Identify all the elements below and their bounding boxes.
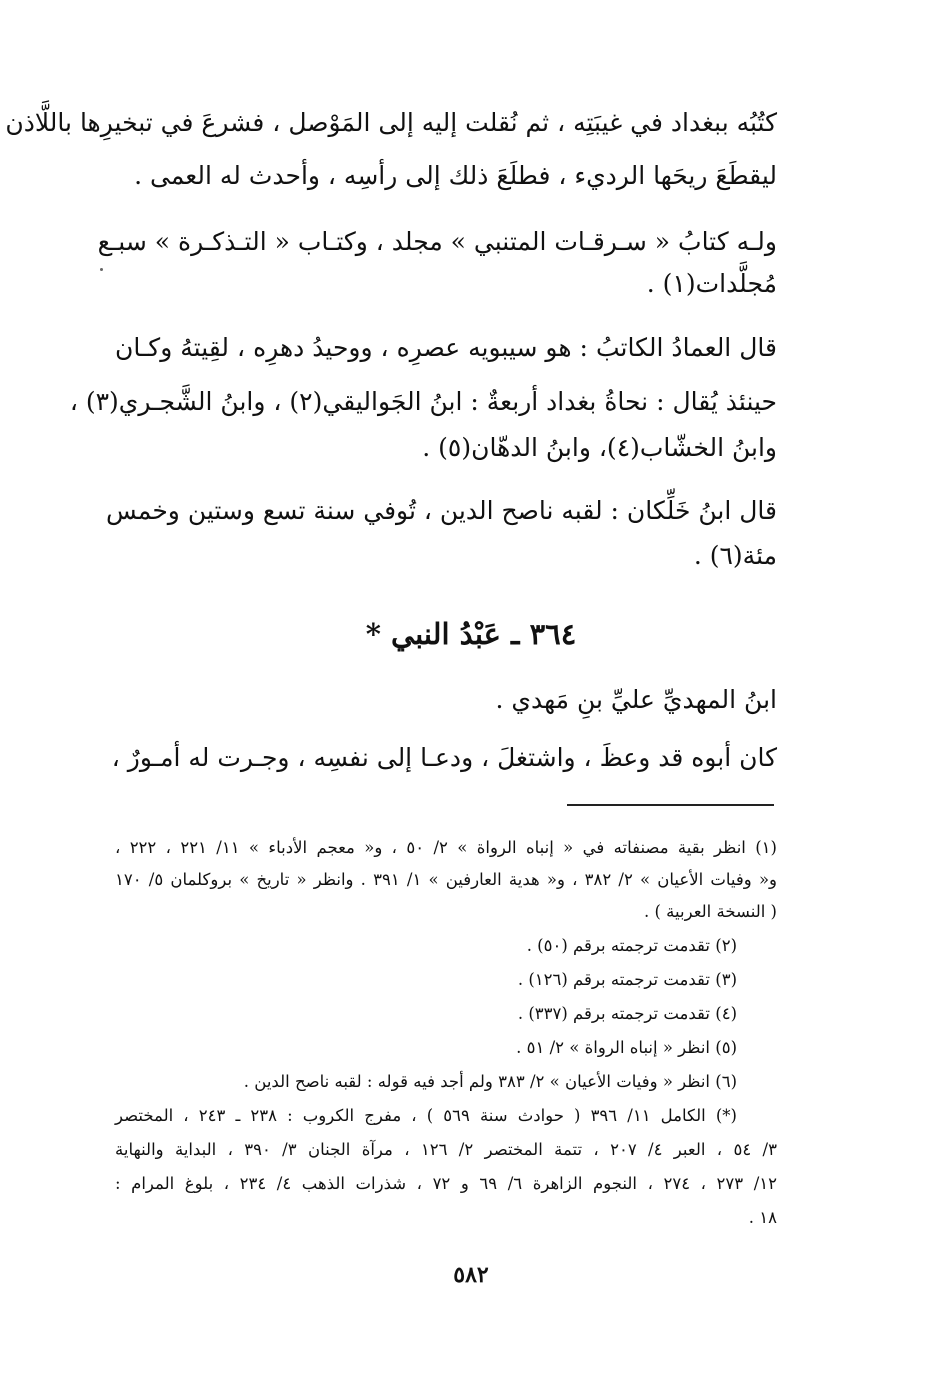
body-line: مئة(٦) . <box>693 541 777 570</box>
footnote-line: (٥) انظر « إنباه الرواة » ٢/ ٥١ . <box>516 1038 737 1057</box>
footnote-line: ١٨ . <box>748 1208 777 1227</box>
footnote-line: (٢) تقدمت ترجمته برقم (٥٠) . <box>526 936 737 955</box>
body-line: حينئذ يُقال : نحاةُ بغداد أربعةٌ : ابنُ الجَواليقي(٢) ، وابنُ الشَّجـري(٣) ، <box>69 387 777 416</box>
footnote-line: ٣/ ٥٤ ، العبر ٤/ ٢٠٧ ، تتمة المختصر ٢/ ١٢٦ ، مرآة الجنان ٣/ ٣٩٠ ، البداية والنهاية <box>115 1140 777 1159</box>
footnote-line: (٣) تقدمت ترجمته برقم (١٢٦) . <box>517 970 737 989</box>
body-line: ليقطَعَ ريحَها الرديء ، فطلَعَ ذلك إلى رأسِه ، وأحدث له العمى . <box>134 161 777 190</box>
page-number: ٥٨٢ <box>453 1262 489 1288</box>
body-line: وابنُ الخشّاب(٤)، وابنُ الدهّان(٥) . <box>422 433 777 462</box>
footnote-line: ( النسخة العربية ) . <box>644 902 777 921</box>
body-line: كتُبُه ببغداد في غيبَتِه ، ثم نُقلت إليه إلى المَوْصل ، فشرعَ في تبخيرِها باللَّاذن <box>5 108 777 137</box>
footnote-line: (٦) انظر « وفيات الأعيان » ٢/ ٣٨٣ ولم أجد فيه قوله : لقبه ناصح الدين . <box>243 1072 737 1091</box>
entry-title: ٣٦٤ ـ عَبْدُ النبي * <box>365 617 577 651</box>
scan-speck <box>100 268 103 271</box>
body-line: مُجلَّدات(١) . <box>646 269 777 298</box>
footnote-line: (١) انظر بقية مصنفاته في « إنباه الرواة » ٢/ ٥٠ ، و« معجم الأدباء » ١١/ ٢٢١ ، ٢٢٢ ، <box>115 838 777 857</box>
footnote-line: و« وفيات الأعيان » ٢/ ٣٨٢ ، و« هدية العارفين » ١/ ٣٩١ . وانظر « تاريخ » بروكلمان ٥/ ١٧٠ <box>115 870 778 889</box>
footnote-line: ١٢/ ٢٧٣ ، ٢٧٤ ، النجوم الزاهرة ٦/ ٦٩ و ٧٢ ، شذرات الذهب ٤/ ٢٣٤ ، بلوغ المرام : <box>115 1174 777 1193</box>
entry-line: ابنُ المهديِّ عليِّ بنِ مَهدي . <box>495 685 777 714</box>
entry-line: كان أبوه قد وعظَ ، واشتغلَ ، ودعـا إلى نفسِه ، وجـرت له أمـورٌ ، <box>111 743 777 772</box>
body-line: ولـه كتابُ « سـرقـات المتنبي » مجلد ، وكتـاب « التـذكـرة » سبـع <box>97 227 777 256</box>
body-line: قال العمادُ الكاتبُ : هو سيبويه عصرِه ، ووحيدُ دهرِه ، لقِيتهُ وكـان <box>115 333 777 362</box>
footnote-line: (*) الكامل ١١/ ٣٩٦ ( حوادث سنة ٥٦٩ ) ، مفرج الكروب : ٢٣٨ ـ ٢٤٣ ، المختصر <box>115 1106 737 1125</box>
body-line: قال ابنُ خَلِّكان : لقبه ناصح الدين ، تُوفي سنة تسع وستين وخمس <box>106 496 777 525</box>
footnote-separator <box>567 804 774 806</box>
footnote-line: (٤) تقدمت ترجمته برقم (٣٣٧) . <box>517 1004 737 1023</box>
